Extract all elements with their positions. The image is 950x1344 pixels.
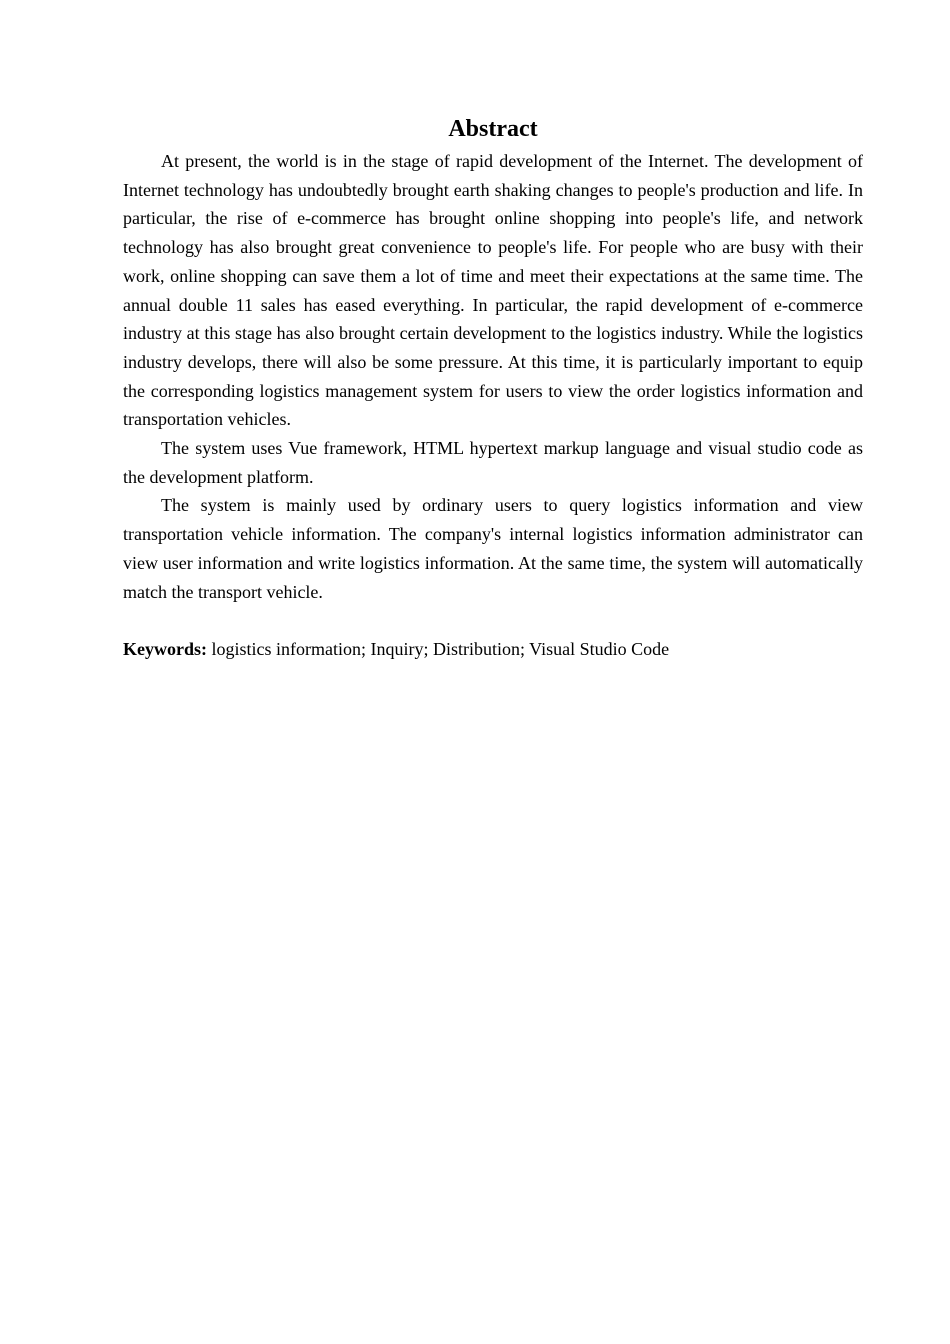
abstract-paragraph-3: The system is mainly used by ordinary users to query logistics information and view transportation vehicle information. The company's internal logistics information administrator can view user information and write logistics information. At the same time, the system will automatically match the transport vehicle. [123,495,863,602]
abstract-paragraph-2: The system uses Vue framework, HTML hypertext markup language and visual studio code as the development platform. [123,438,863,487]
document-page [123,112,863,664]
keywords-text: logistics information; Inquiry; Distribution; Visual Studio Code [211,638,670,659]
keywords-label: Keywords: [123,638,207,659]
keywords-line [123,635,863,664]
abstract-paragraph-1: At present, the world is in the stage of rapid development of the Internet. The development of Internet technology has undoubtedly brought earth shaking changes to people's production and life. In particular, the rise of e-commerce has brought online shopping into people's life, and network technology has also brought great convenience to people's life. For people who are busy with their work, online shopping can save them a lot of time and meet their expectations at the same time. The annual double 11 sales has eased everything. In particular, the rapid development of e-commerce industry at this stage has also brought certain development to the logistics industry. While the logistics industry develops, there will also be some pressure. At this time, it is particularly important to equip the corresponding logistics management system for users to view the order logistics information and transportation vehicles. [123,151,863,430]
abstract-title: Abstract [448,116,538,142]
